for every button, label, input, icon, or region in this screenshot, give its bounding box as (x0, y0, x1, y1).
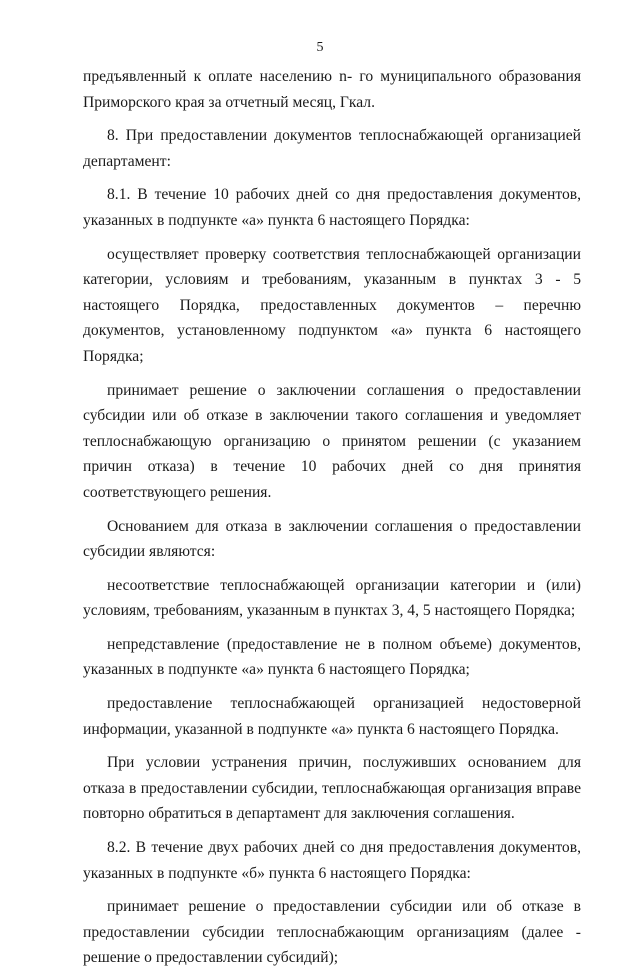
paragraph-subsidy-decision: принимает решение о предоставлении субсидии или об отказе в предоставлении субсидии теплоснабжающим организациям (далее - решение о предоставлении субсидий); (83, 898, 581, 967)
paragraph-clause-8-1: 8.1. В течение 10 рабочих дней со дня предоставления документов, указанных в подпункте «а» пункта 6 настоящего Порядка: (83, 186, 581, 229)
page-number: 5 (316, 40, 324, 55)
paragraph-ground-noncompliance: несоответствие теплоснабжающей организации категории и (или) условиям, требованиям, указанным в пунктах 3, 4, 5 настоящего Порядка; (83, 576, 581, 620)
paragraph-reapplication: При условии устранения причин, послуживших основанием для отказа в предоставлении субсидии, теплоснабжающая организация вправе повторно обратиться в департамент для заключения соглашения. (83, 754, 581, 823)
paragraph-continuation-line-2: Приморского края за отчетный месяц, Гкал. (83, 93, 375, 111)
paragraph-ground-false-info: предоставление теплоснабжающей организацией недостоверной информации, указанной в подпункте «а» пункта 6 настоящего Порядка. (83, 695, 581, 738)
paragraph-refusal-grounds: Основанием для отказа в заключении соглашения о предоставлении субсидии являются: (83, 517, 581, 561)
paragraph-clause-8-2: 8.2. В течение двух рабочих дней со дня предоставления документов, указанных в подпункте «б» пункта 6 настоящего Порядка: (83, 839, 581, 882)
document-body (83, 64, 581, 979)
paragraph-ground-nonsubmission: непредставление (предоставление не в полном объеме) документов, указанных в подпункте «а» пункта 6 настоящего Порядка; (83, 635, 581, 679)
paragraph-continuation (83, 64, 581, 115)
paragraph-decision-agreement: принимает решение о заключении соглашения о предоставлении субсидии или об отказе в заключении такого соглашения и уведомляет теплоснабжающую организацию о принятом решении (с указанием причин отказа) в течение 10 рабочих дней со дня принятия соответствующего решения. (83, 381, 581, 501)
paragraph-continuation-line-1: предъявленный к оплате населению n- го муниципального образования (83, 68, 581, 85)
paragraph-check-compliance: осуществляет проверку соответствия теплоснабжающей организации категории, условиям и требованиям, указанным в пунктах 3 - 5 настоящего Порядка, предоставленных документов – перечню документов, установленному подпунктом «а» пункта 6 настоящего Порядка; (83, 245, 581, 365)
paragraph-clause-8: 8. При предоставлении документов теплоснабжающей организацией департамент: (83, 127, 581, 170)
